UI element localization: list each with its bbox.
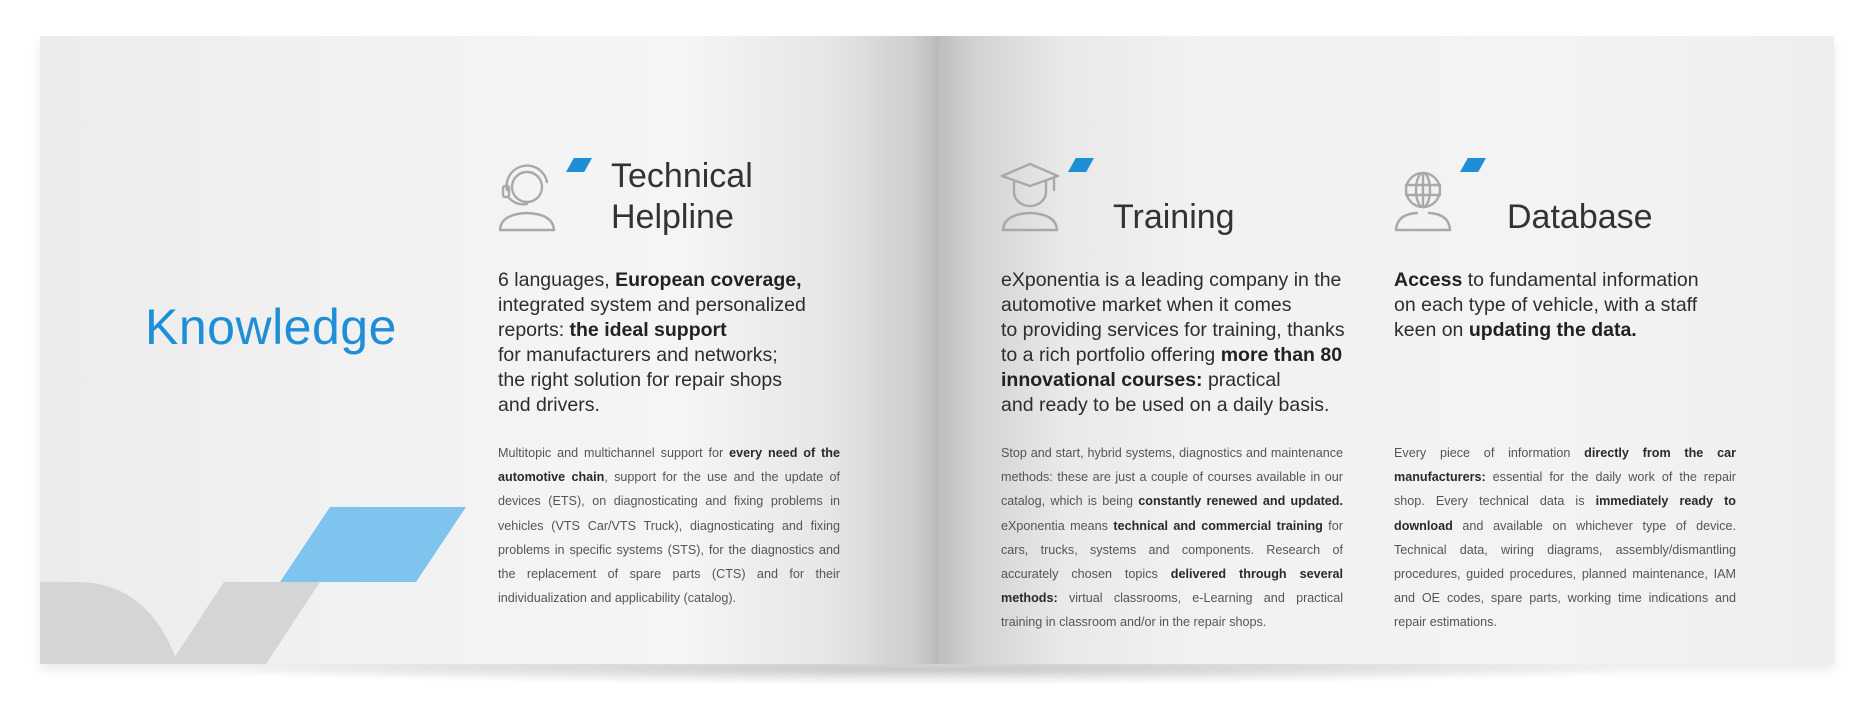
section-heading: [611, 156, 753, 238]
heading-line-1: Training: [1113, 198, 1235, 236]
bold-text: European coverage,: [615, 269, 802, 291]
text-run: Stop and start, hybrid systems, diagnostics and maintenance methods: these are just a couple of courses available in our catalog, which is being: [1001, 446, 1343, 509]
light-blue-parallelogram: [280, 507, 466, 582]
section-heading: [1507, 197, 1653, 238]
page-title: Knowledge: [145, 299, 397, 355]
graduate-person-icon: [1000, 160, 1068, 236]
text-run: and ready to be used on a daily basis.: [1001, 394, 1330, 416]
text-run: and available on whichever type of device. Technical data, wiring diagrams, assembly/dismantling procedures, guided procedures, planned maintenance, IAM and OE codes, spare parts, working time indications and repair estimations.: [1394, 518, 1736, 630]
text-run: to fundamental information: [1462, 269, 1699, 291]
text-run: essential for the daily work of the repair shop. Every technical data is: [1394, 470, 1736, 509]
section-body: [1001, 441, 1343, 635]
text-run: practical: [1202, 369, 1281, 391]
text-run: automotive market when it comes: [1001, 294, 1292, 316]
globe-person-icon: [1393, 160, 1461, 236]
text-run: eXponentia is a leading company in the: [1001, 269, 1342, 291]
grey-curve-shape: [40, 582, 178, 664]
text-run: the right solution for repair shops: [498, 369, 782, 391]
heading-line-1: Technical: [611, 157, 753, 195]
text-run: 6 languages,: [498, 269, 616, 291]
text-run: , support for the use and the update of devices (ETS), on diagnosticating and fixing problems in vehicles (VTS Car/VTS Truck), diagnosticating and fixing problems in specific systems (STS), for the diagnostics and the replacement of spare parts (CTS) and for their individualization and applicability (catalog).: [498, 470, 841, 606]
bold-text: the ideal support: [569, 319, 727, 341]
text-run: to a rich portfolio offering: [1001, 344, 1221, 366]
text-run: and drivers.: [498, 394, 600, 416]
section-lead: [1394, 268, 1734, 343]
text-run: for cars, trucks, systems and components. Research of accurately chosen topics: [1001, 518, 1343, 582]
bold-text: innovational courses:: [1001, 369, 1203, 391]
bold-text: technical and commercial training: [1113, 518, 1323, 533]
text-run: Every piece of information: [1394, 446, 1585, 460]
text-run: eXponentia means: [1001, 518, 1114, 533]
text-run: keen on: [1394, 319, 1469, 341]
bold-text: immediately ready to download: [1394, 494, 1736, 533]
bold-text: constantly renewed and updated.: [1138, 494, 1343, 509]
text-run: Multitopic and multichannel support for: [498, 446, 730, 460]
headset-person-icon: [497, 160, 565, 236]
bold-text: delivered through several methods:: [1001, 567, 1343, 606]
text-run: for manufacturers and networks;: [498, 344, 778, 366]
bold-text: more than 80: [1220, 344, 1343, 366]
text-run: virtual classrooms, e-Learning and practical training in classroom and/or in the repair shops.: [1001, 591, 1343, 630]
bold-text: directly from the car manufacturers:: [1394, 446, 1736, 485]
text-run: on each type of vehicle, with a staff: [1394, 294, 1698, 316]
section-body: [498, 441, 840, 610]
bold-text: every need of the automotive chain: [498, 446, 840, 485]
grey-diagonal-shape: [170, 582, 320, 664]
bold-text: updating the data.: [1468, 319, 1637, 341]
text-run: to providing services for training, thanks: [1001, 319, 1345, 341]
section-lead: [1001, 268, 1351, 418]
text-run: integrated system and personalized: [498, 294, 806, 316]
section-lead: [498, 268, 838, 418]
text-run: reports:: [498, 319, 570, 341]
section-body: [1394, 441, 1736, 635]
heading-line-1: Database: [1507, 198, 1653, 236]
bold-text: Access: [1394, 269, 1463, 291]
section-heading: [1113, 197, 1235, 238]
heading-line-2: Helpline: [611, 198, 734, 236]
